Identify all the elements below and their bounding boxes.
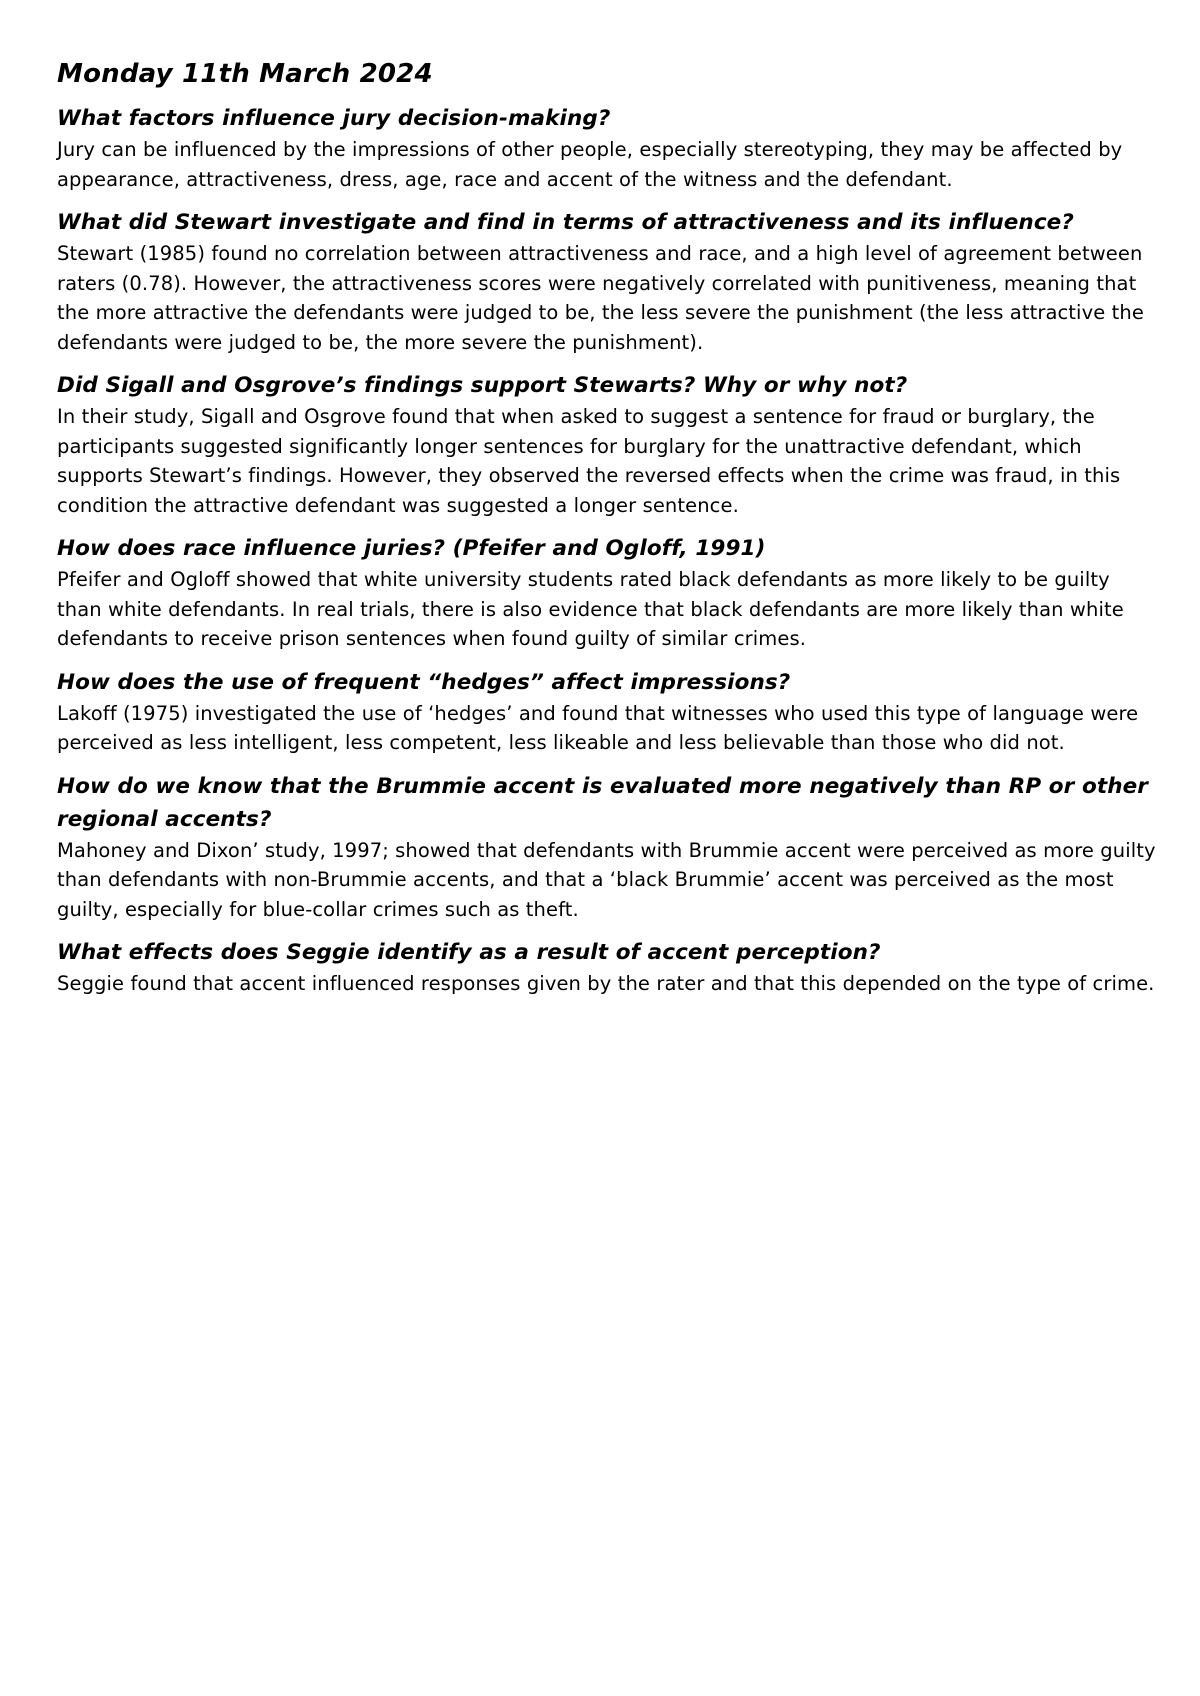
question-heading: What did Stewart investigate and find in terms of attractiveness and its influence?	[57, 210, 1074, 235]
answer-text: Mahoney and Dixon’ study, 1997; showed that defendants with Brummie accent were perceived as more guilty than defendants with non-Brummie accents, and that a ‘black Brummie’ accent was perceived as the most guilty, especially for blue-collar crimes such as theft.	[57, 838, 1156, 921]
answer-text: Seggie found that accent influenced responses given by the rater and that this depended on the type of crime.	[57, 972, 1155, 995]
question-heading: Did Sigall and Osgrove’s findings support Stewarts? Why or why not?	[57, 373, 908, 398]
qa-section-jury-factors	[57, 102, 1157, 194]
answer-text: Lakoff (1975) investigated the use of ‘hedges’ and found that witnesses who used this type of language were perceived as less intelligent, less competent, less likeable and less believable than those who did not.	[57, 701, 1139, 754]
qa-section-sigall-osgrove	[57, 369, 1157, 520]
qa-section-brummie-accent	[57, 770, 1157, 925]
qa-section-seggie	[57, 936, 1157, 999]
question-heading: What effects does Seggie identify as a result of accent perception?	[57, 940, 881, 965]
question-heading: How does race influence juries? (Pfeifer and Ogloff, 1991)	[57, 536, 766, 561]
question-heading: How does the use of frequent “hedges” affect impressions?	[57, 669, 791, 695]
document-date: Monday 11th March 2024	[57, 59, 433, 89]
question-heading: How do we know that the Brummie accent is evaluated more negatively than RP or other regional accents?	[57, 773, 1148, 832]
question-heading: What factors influence jury decision-making?	[57, 106, 611, 131]
document-page	[57, 52, 1157, 1011]
answer-text: In their study, Sigall and Osgrove found that when asked to suggest a sentence for fraud or burglary, the participants suggested significantly longer sentences for burglary for the unattractive defendant, which supports Stewart’s findings. However, they observed the reversed effects when the crime was fraud, in this condition the attractive defendant was suggested a longer sentence.	[57, 405, 1121, 517]
qa-section-stewart	[57, 206, 1157, 357]
qa-section-race	[57, 532, 1157, 654]
qa-section-hedges	[57, 666, 1157, 758]
answer-text: Pfeifer and Ogloff showed that white university students rated black defendants as more likely to be guilty than white defendants. In real trials, there is also evidence that black defendants are more likely than white defendants to receive prison sentences when found guilty of similar crimes.	[57, 568, 1124, 650]
answer-text: Stewart (1985) found no correlation between attractiveness and race, and a high level of agreement between raters (0.78). However, the attractiveness scores were negatively correlated with punitiveness, meaning that the more attractive the defendants were judged to be, the less severe the punishment (the less attractive the defendants were judged to be, the more severe the punishment).	[57, 242, 1144, 354]
answer-text: Jury can be influenced by the impressions of other people, especially stereotyping, they may be affected by appearance, attractiveness, dress, age, race and accent of the witness and the defendant.	[57, 138, 1123, 191]
